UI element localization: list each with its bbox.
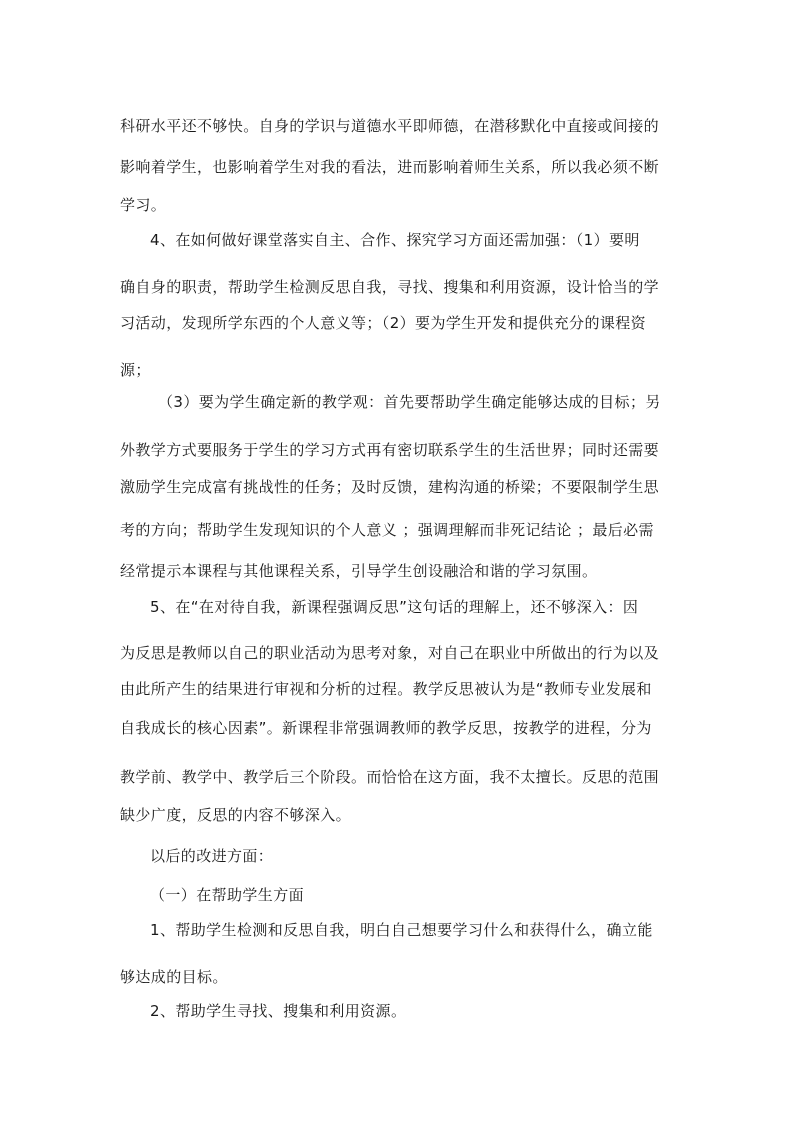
text-line: 影响着学生，也影响着学生对我的看法，进而影响着师生关系，所以我必须不断	[120, 158, 660, 176]
text-line: 由此所产生的结果进行审视和分析的过程。教学反思被认为是“教师专业发展和	[120, 680, 652, 698]
text-line: 激励学生完成富有挑战性的任务；及时反馈，建构沟通的桥梁；不要限制学生思	[120, 478, 660, 496]
text-line: 确自身的职责，帮助学生检测反思自我，寻找、搜集和利用资源，设计恰当的学	[120, 278, 660, 296]
text-line: 5、在“在对待自我，新课程强调反思”这句话的理解上，还不够深入：因	[150, 598, 639, 616]
text-line: 学习。	[120, 196, 167, 214]
text-line: 考的方向；帮助学生发现知识的个人意义 ；强调理解而非死记结论 ；最后必需	[120, 521, 654, 539]
text-line: 够达成的目标。	[120, 968, 228, 986]
text-line: 自我成长的核心因素”。新课程非常强调教师的教学反思，按教学的进程，分为	[120, 719, 652, 737]
text-line: 外教学方式要服务于学生的学习方式再有密切联系学生的生活世界；同时还需要	[120, 441, 660, 459]
text-line: 为反思是教师以自己的职业活动为思考对象，对自己在职业中所做出的行为以及	[120, 644, 660, 662]
text-line: 经常提示本课程与其他课程关系，引导学生创设融洽和谐的学习氛围。	[120, 562, 598, 580]
text-line: 习活动，发现所学东西的个人意义等；（2）要为学生开发和提供充分的课程资	[120, 314, 647, 332]
text-line: 教学前、教学中、教学后三个阶段。而恰恰在这方面，我不太擅长。反思的范围	[120, 768, 660, 786]
text-line: 1、帮助学生检测和反思自我，明白自己想要学习什么和获得什么，确立能	[150, 921, 653, 939]
text-line: （3）要为学生确定新的教学观：首先要帮助学生确定能够达成的目标；另	[158, 393, 661, 411]
text-line: （一）在帮助学生方面	[150, 886, 305, 904]
text-line: 源；	[120, 361, 151, 379]
text-line: 缺少广度，反思的内容不够深入。	[120, 806, 352, 824]
text-line: 4、在如何做好课堂落实自主、合作、探究学习方面还需加强：（1）要明	[150, 231, 640, 249]
text-line: 科研水平还不够快。自身的学识与道德水平即师德，在潜移默化中直接或间接的	[120, 117, 660, 135]
text-line: 以后的改进方面：	[150, 847, 274, 865]
text-line: 2、帮助学生寻找、搜集和利用资源。	[150, 1002, 407, 1020]
